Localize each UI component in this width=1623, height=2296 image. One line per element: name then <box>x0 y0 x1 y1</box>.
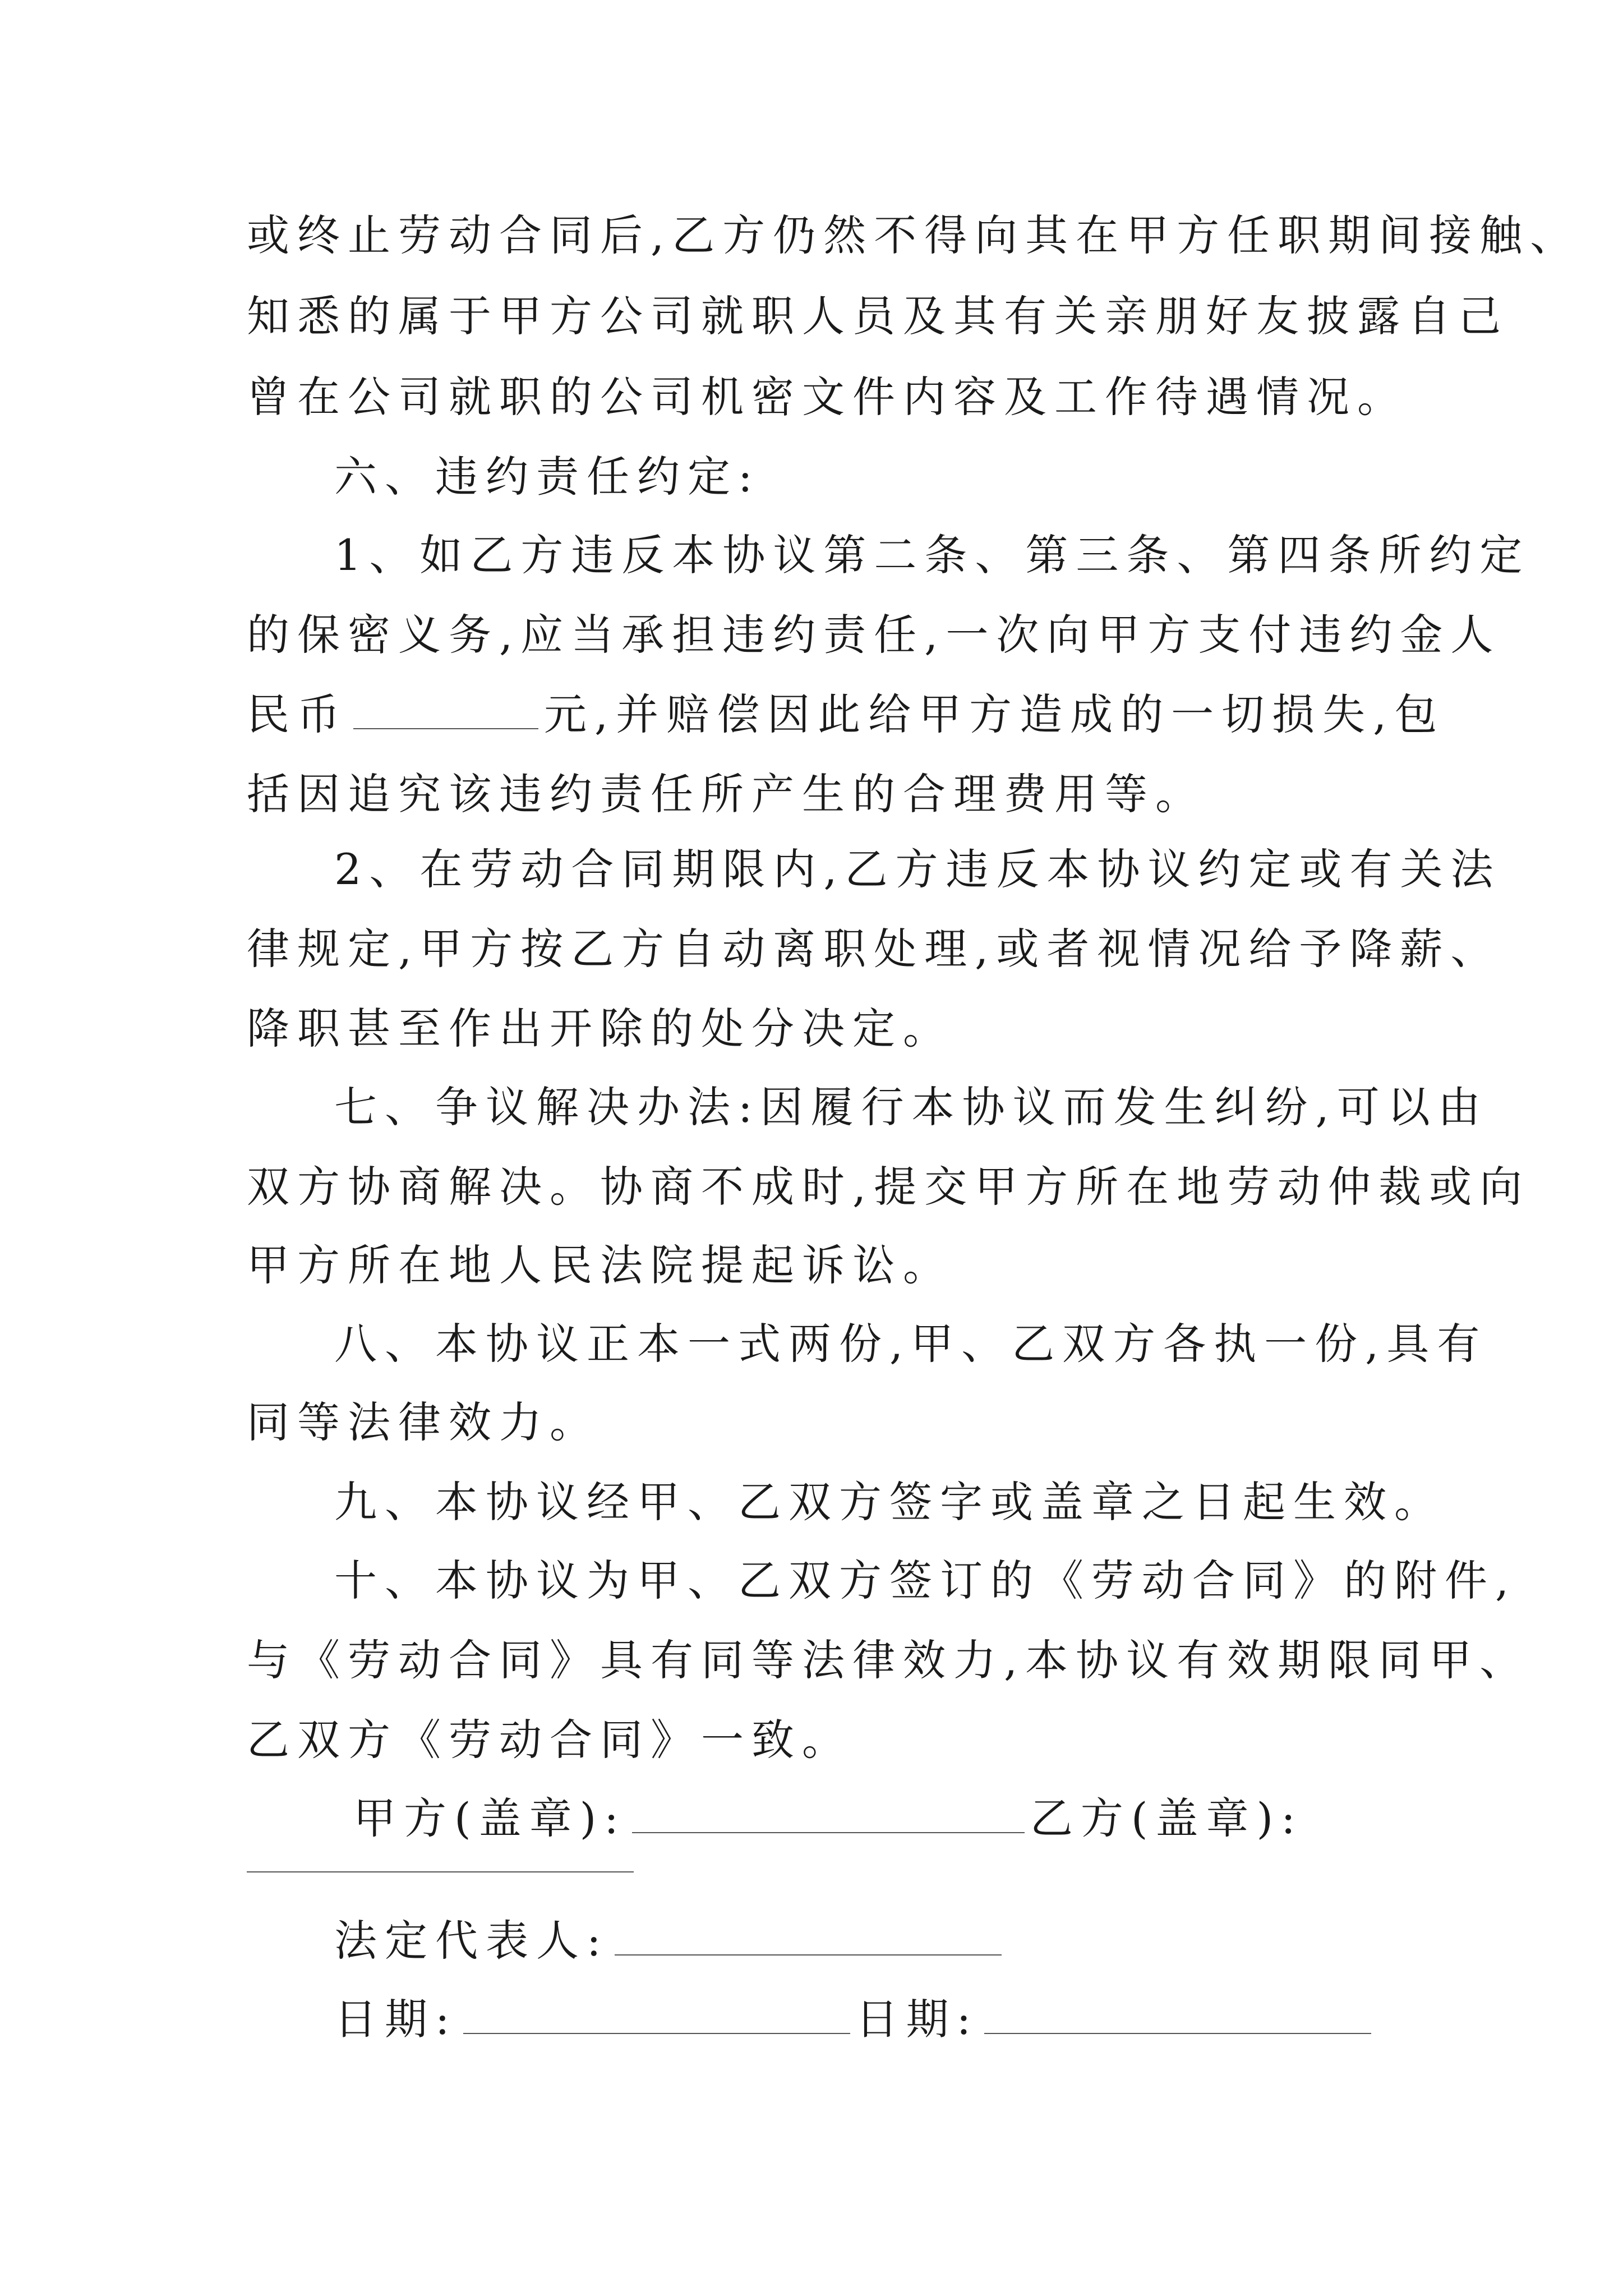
date-label-a: 日期: <box>334 1994 458 2044</box>
party-b-seal-label: 乙方(盖章): <box>1030 1793 1303 1843</box>
section-heading-seven: 七、争议解决办法:因履行本协议而发生纠纷,可以由 <box>334 1082 1488 1132</box>
party-a-seal-label: 甲方(盖章): <box>353 1793 626 1843</box>
paragraph-line: 与《劳动合同》具有同等法律效力,本协议有效期限同甲、 <box>247 1635 1530 1685</box>
date-row <box>334 1991 1377 2047</box>
party-b-seal-blank[interactable] <box>247 1871 634 1872</box>
party-a-seal-blank[interactable] <box>632 1795 1025 1833</box>
amount-suffix: 元,并赔偿因此给甲方造成的一切损失,包 <box>544 689 1445 739</box>
paragraph-line: 知悉的属于甲方公司就职人员及其有关亲朋好友披露自己 <box>247 291 1509 341</box>
paragraph-line: 降职甚至作出开除的处分决定。 <box>247 1004 953 1053</box>
paragraph-line: 律规定,甲方按乙方自动离职处理,或者视情况给予降薪、 <box>247 924 1501 974</box>
date-blank-b[interactable] <box>984 1996 1371 2034</box>
paragraph-line: 1、如乙方违反本协议第二条、第三条、第四条所约定 <box>334 530 1530 580</box>
section-heading-ten: 十、本协议为甲、乙双方签订的《劳动合同》的附件, <box>334 1556 1517 1605</box>
party-signature-row <box>353 1791 1303 1847</box>
paragraph-line-amount <box>247 687 1445 743</box>
paragraph-line: 2、在劳动合同期限内,乙方违反本协议约定或有关法 <box>334 844 1501 894</box>
amount-prefix: 民币 <box>247 689 348 739</box>
date-blank-a[interactable] <box>463 1996 850 2034</box>
legal-rep-blank[interactable] <box>615 1917 1002 1955</box>
paragraph-line: 乙双方《劳动合同》一致。 <box>247 1715 852 1765</box>
paragraph-line: 括因追究该违约责任所产生的合理费用等。 <box>247 769 1206 819</box>
paragraph-line: 甲方所在地人民法院提起诉讼。 <box>247 1240 953 1290</box>
paragraph-line: 或终止劳动合同后,乙方仍然不得向其在甲方任职期间接触、 <box>247 210 1581 260</box>
penalty-amount-blank[interactable] <box>353 691 538 729</box>
legal-rep-row <box>334 1913 1007 1969</box>
section-heading-nine: 九、本协议经甲、乙双方签字或盖章之日起生效。 <box>334 1477 1445 1527</box>
section-heading-eight: 八、本协议正本一式两份,甲、乙双方各执一份,具有 <box>334 1319 1488 1369</box>
legal-rep-label: 法定代表人: <box>334 1916 609 1966</box>
section-heading-six: 六、违约责任约定: <box>334 452 760 501</box>
date-label-b: 日期: <box>855 1994 979 2044</box>
paragraph-line: 曾在公司就职的公司机密文件内容及工作待遇情况。 <box>247 372 1408 422</box>
paragraph-line: 同等法律效力。 <box>247 1397 600 1447</box>
paragraph-line: 双方协商解决。协商不成时,提交甲方所在地劳动仲裁或向 <box>247 1162 1530 1212</box>
paragraph-line: 的保密义务,应当承担违约责任,一次向甲方支付违约金人 <box>247 610 1501 660</box>
